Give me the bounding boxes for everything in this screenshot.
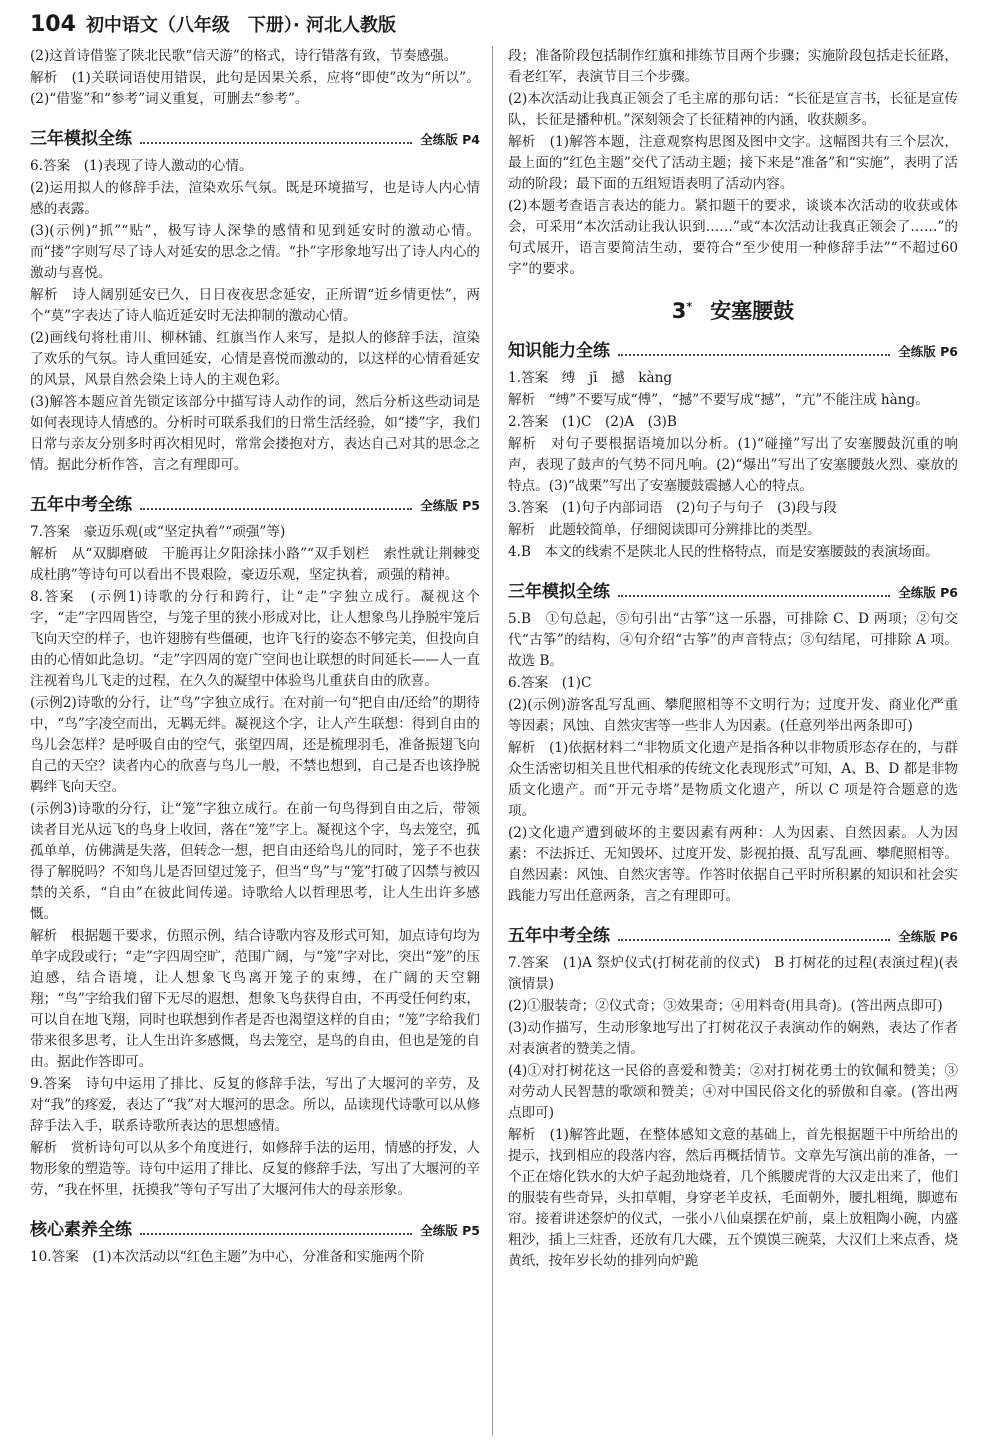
analysis-paragraph: 解析 (1)解答此题，在整体感知文意的基础上，首先根据题干中所给出的提示，找到相应的段落内容，然后再概括情节。文章先写演出前的准备，一个正在熔化铁水的大炉子起劲地烧着，几个熊腰虎背的大汉走出来了，他们的服装有些奇异，头扣草帽，身穿老羊皮袄，毛面朝外，腰扎粗绳，脚遮布帘。接着讲述祭炉的仪式，一张小八仙桌摆在炉前，桌上放粗陶小碗，内盛粗沙，插上三炷香，还放有几大碟，五个馍馍三碗菜，大汉们上来点香，烧黄纸，按年岁长幼的排列向炉跪: [508, 1127, 958, 1269]
lesson-mark: *: [686, 300, 693, 313]
answer-paragraph: (示例3)诗歌的分行，让“笼”字独立成行。在前一句鸟得到自由之后，带领读者目光从远飞的鸟身上收回，落在“笼”字上。凝视这个字，鸟去笼空，孤孤单单，仿佛满是失落，但转念一想，把自由还给鸟儿的同时，笼子不也获得了解脱吗？不知鸟儿是否回望过笼子，但当“鸟”与“笼”打破了囚禁与被囚禁的关系，“自由”在彼此间传递。诗歌给人以哲理思考，让人生出许多感慨。: [30, 801, 480, 922]
section-page-ref: 全练版 P6: [898, 344, 958, 359]
dotted-leader: [618, 595, 890, 597]
section-header: [30, 120, 480, 150]
answer-paragraph: 6.答案 (1)表现了诗人激动的心情。: [30, 158, 253, 174]
answer-paragraph: 2.答案 (1)C (2)A (3)B: [508, 414, 677, 430]
analysis-paragraph: 解析 “缚”不要写成“傅”，“撼”不要写成“撼”，“亢”不能注成 hàng。: [508, 392, 929, 408]
answer-paragraph: (3)(示例)“抓”“贴”，极写诗人深挚的感情和见到延安时的激动心情。而“搂”字则写尽了诗人对延安的思念之情。“扑”字形象地写出了诗人内心的激动与喜悦。: [30, 223, 480, 281]
dotted-leader: [140, 142, 412, 144]
answer-paragraph: 10.答案 (1)本次活动以“红色主题”为中心，分准备和实施两个阶: [30, 1249, 425, 1265]
analysis-paragraph: 解析 (1)关联词语使用错误，此句是因果关系，应将“即使”改为“所以”。(2)“借鉴”和“参考”词义重复，可删去“参考”。: [30, 70, 480, 107]
answer-paragraph: 3.答案 (1)句子内部词语 (2)句子与句子 (3)段与段: [508, 500, 838, 516]
lesson-title: 安塞腰鼓: [710, 299, 795, 323]
book-title: 初中语文（八年级 下册）· 河北人教版: [85, 15, 397, 36]
lesson-number: 3: [671, 299, 687, 323]
answer-paragraph: (3)动作描写，生动形象地写出了打树花汉子表演动作的娴熟，表达了作者对表演者的赞美之情。: [508, 1020, 958, 1057]
analysis-paragraph: 解析 此题较简单，仔细阅读即可分辨排比的类型。: [508, 522, 821, 538]
analysis-paragraph: (2)文化遗产遭到破坏的主要因素有两种：人为因素、自然因素。人为因素：不法拆迁、无知毁坏、过度开发、影视拍摄、乱写乱画、攀爬照相等。自然因素：风蚀、自然灾害等。作答时依据自己平时所积累的知识和社会实践能力写出任意两条，言之有理即可。: [508, 825, 958, 904]
section-page-ref: 全练版 P4: [420, 132, 480, 147]
answer-paragraph: 7.答案 豪迈乐观(或“坚定执着”“顽强”等): [30, 524, 286, 540]
section-header: [508, 917, 958, 947]
dotted-leader: [140, 508, 412, 510]
analysis-paragraph: 解析 赏析诗句可以从多个角度进行，如修辞手法的运用，情感的抒发，人物形象的塑造等。诗句中运用了排比、反复的修辞手法，写出了大堰河的辛劳，“我在怀里，抚摸我”等句子写出了大堰河伟大的母亲形象。: [30, 1140, 480, 1198]
section-title: 五年中考全练: [508, 926, 610, 946]
section-title: 知识能力全练: [508, 341, 610, 361]
answer-paragraph: (2)本次活动让我真正领会了毛主席的那句话：“长征是宣言书，长征是宣传队，长征是播种机。”深刻领会了长征精神的内涵，收获颇多。: [508, 91, 958, 128]
section-page-ref: 全练版 P6: [898, 929, 958, 944]
answer-paragraph: (2)这首诗借鉴了陕北民歌“信天游”的格式，诗行错落有致，节奏感强。: [30, 48, 458, 64]
page-number: 104: [30, 11, 76, 37]
analysis-paragraph: (2)画线句将杜甫川、柳林铺、红旗当作人来写，是拟人的修辞手法，渲染了欢乐的气氛。诗人重回延安，心情是喜悦而激动的，以这样的心情看延安的风景，风景自然会染上诗人的主观色彩。: [30, 330, 480, 388]
analysis-paragraph: (3)解答本题应首先锁定该部分中描写诗人动作的词，然后分析这些动词是如何表现诗人情感的。分析时可联系我们的日常生活经验，如“搂”字，我们日常与亲友分别多时再次相见时，常常会搂抱对方，表达自己对其的思念之情。据此分析作答，言之有理即可。: [30, 394, 480, 473]
section-header: [30, 486, 480, 516]
section-page-ref: 全练版 P5: [420, 1223, 480, 1238]
section-title: 三年模拟全练: [30, 129, 132, 149]
dotted-leader: [618, 354, 890, 356]
section-header: [30, 1211, 480, 1241]
right-column: [508, 46, 958, 1436]
analysis-paragraph: 解析 (1)解答本题，注意观察构思图及图中文字。这幅图共有三个层次，最上面的“红色主题”交代了活动主题；接下来是“准备”和“实施”，表明了活动的阶段；最下面的五组短语表明了活动内容。: [508, 134, 958, 192]
answer-paragraph: (4)①对打树花这一民俗的喜爱和赞美；②对打树花勇士的钦佩和赞美；③对劳动人民智慧的歌颂和赞美；④对中国民俗文化的骄傲和自豪。(答出两点即可): [508, 1063, 958, 1121]
answer-paragraph: 7.答案 (1)A 祭炉仪式(打树花前的仪式) B 打树花的过程(表演过程)(表演情景): [508, 955, 958, 992]
section-header: [508, 332, 958, 362]
left-column: [30, 46, 480, 1436]
analysis-paragraph: 解析 对句子要根据语境加以分析。(1)“碰撞”写出了安塞腰鼓沉重的响声，表现了鼓声的气势不同凡响。(2)“爆出”写出了安塞腰鼓火烈、豪放的特点。(3)“战栗”写出了安塞腰鼓震撼人心的特点。: [508, 436, 958, 494]
analysis-paragraph: 解析 (1)依据材料二“非物质文化遗产是指各种以非物质形态存在的，与群众生活密切相关且世代相承的传统文化表现形式”可知，A、B、D 都是非物质文化遗产。而“开元寺塔”是物质文化遗产，所以 C 项是符合题意的选项。: [508, 740, 958, 819]
section-title: 核心素养全练: [30, 1220, 132, 1240]
analysis-paragraph: 解析 诗人阔别延安已久，日日夜夜思念延安，正所谓“近乡情更怯”，两个“莫”字表达了诗人临近延安时无法抑制的激动心情。: [30, 287, 480, 324]
answer-paragraph: 9.答案 诗句中运用了排比、反复的修辞手法，写出了大堰河的辛劳，及对“我”的疼爱，表达了“我”对大堰河的思念。所以，品读现代诗歌可以从修辞手法入手，联系诗歌所表达的思想感情。: [30, 1076, 480, 1134]
analysis-paragraph: 解析 根据题干要求，仿照示例，结合诗歌内容及形式可知，加点诗句均为单字成段或行；“走”字四周空旷，范围广阔，与“笼”字对比，突出“笼”的压迫感，结合语境，让人想象飞鸟离开笼子的束缚，在广阔的天空翱翔；“鸟”字给我们留下无尽的遐想，想象飞鸟获得自由，不再受任何约束，可以自在地飞翔，同时也联想到作者是否也渴望这样的自由；“笼”字给我们带来很多思考，让人生出许多感慨，鸟去笼空，是鸟的自由，但也是笼的自由。据此作答即可。: [30, 928, 480, 1070]
answer-paragraph: 4.B 本文的线索不是陕北人民的性格特点，而是安塞腰鼓的表演场面。: [508, 544, 939, 560]
dotted-leader: [618, 939, 890, 941]
section-header: [508, 573, 958, 603]
lesson-heading: [508, 296, 958, 322]
dotted-leader: [140, 1233, 412, 1235]
answer-paragraph: (2)运用拟人的修辞手法，渲染欢乐气氛。既是环境描写，也是诗人内心情感的表露。: [30, 180, 480, 217]
answer-paragraph: 1.答案 缚 jī 撼 kàng: [508, 370, 673, 386]
answer-paragraph: (2)(示例)游客乱写乱画、攀爬照相等不文明行为；过度开发、商业化严重等因素；风蚀、自然灾害等一些非人为因素。(任意列举出两条即可): [508, 697, 958, 734]
column-divider: [492, 46, 493, 1436]
page-header: [30, 4, 970, 44]
section-page-ref: 全练版 P6: [898, 585, 958, 600]
answer-paragraph: (示例2)诗歌的分行，让“鸟”字独立成行。在对前一句“把自由/还给”的期待中，“鸟”字凌空而出，无羁无绊。凝视这个字，让人产生联想：得到自由的鸟儿会怎样？是呼吸自由的空气，张望四周，还是梳理羽毛，准备振翅飞向自己的天空？读者内心的欣喜与鸟儿一般，不禁也想到，自己是否也该挣脱羁绊飞向天空。: [30, 695, 480, 795]
section-title: 五年中考全练: [30, 495, 132, 515]
answer-paragraph: 5.B ①句总起，⑤句引出“古筝”这一乐器，可排除 C、D 两项；②句交代“古筝”的结构，④句介绍“古筝”的声音特点；③句结尾，可排除 A 项。故选 B。: [508, 611, 958, 669]
answer-paragraph: 8.答案 (示例1)诗歌的分行和跨行，让“走”字独立成行。凝视这个字，“走”字四周皆空，与笼子里的狭小形成对比，让人想象鸟儿挣脱牢笼后飞向天空的样子，也许翅膀有些僵硬，也许飞行的姿态不够完美，但投向自由的心情如此急切。“走”字四周的宽广空间也让联想的时间延长——人一直注视着鸟儿飞走的过程，在久久的凝望中体验鸟儿重获自由的欣喜。: [30, 589, 480, 689]
analysis-paragraph: 解析 从“双脚磨破 干脆再让夕阳涂抹小路”“双手划栏 索性就让荆棘变成杜鹃”等诗句可以看出不畏艰险，豪迈乐观，坚定执着，顽强的精神。: [30, 546, 480, 583]
section-title: 三年模拟全练: [508, 582, 610, 602]
answer-paragraph: 6.答案 (1)C: [508, 675, 592, 691]
analysis-paragraph: (2)本题考查语言表达的能力。紧扣题干的要求，谈谈本次活动的收获或体会，可采用“本次活动让我认识到……”或“本次活动让我真正领会了……”的句式展开，语言要简洁生动，要符合“至少使用一种修辞手法”“不超过60字”的要求。: [508, 198, 958, 277]
answer-paragraph: (2)①服装奇；②仪式奇；③效果奇；④用料奇(用具奇)。(答出两点即可): [508, 998, 943, 1014]
answer-paragraph: 段；准备阶段包括制作红旗和排练节目两个步骤；实施阶段包括走长征路，看老红军，表演节目三个步骤。: [508, 48, 958, 85]
section-page-ref: 全练版 P5: [420, 498, 480, 513]
